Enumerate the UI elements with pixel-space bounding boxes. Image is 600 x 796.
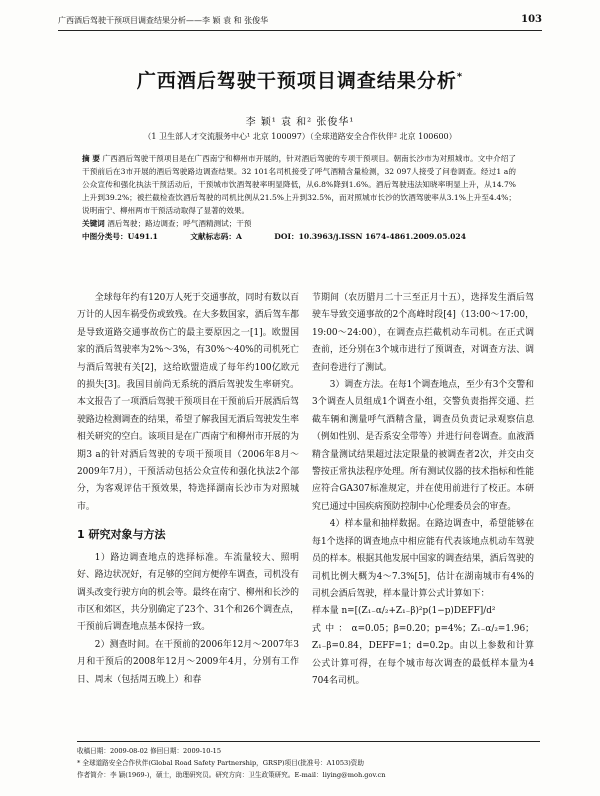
classification-line xyxy=(82,230,516,243)
keywords xyxy=(82,217,516,230)
article-title xyxy=(0,66,600,93)
running-header xyxy=(58,12,542,31)
formula-explanation: 式中：α=0.05；β=0.20；p=4%；Z₁₋α/₂=1.96；Z₁₋β=0.84，DEFF=1；d=0.2p。由以上参数和计算公式计算可得，在每个城市每次调查的最低样本量为4 704名司机。 xyxy=(312,623,534,686)
affiliation: （1 卫生部人才交流服务中心¹ 北京 100097）（全球道路安全合作伙伴² 北京 100600） xyxy=(143,132,457,141)
received-date: 收稿日期：2009-08-02 修回日期：2009-10-15 xyxy=(77,747,222,755)
footnotes xyxy=(77,741,540,781)
funding-note: * 全球道路安全合作伙伴(Global Road Safety Partnership，GRSP)项目(批准号：A1053)资助 xyxy=(77,759,364,767)
method-paragraph-2-continued: 节期间（农历腊月二十三至正月十五），选择发生酒后驾驶车导致交通事故的2个高峰时段[4]（13:00～17:00，19:00～24:00），在调查点拦截机动车司机。在正式调查前，还分别在3个城市进行了预调查，对调查方法、调查问卷进行了测试。 xyxy=(312,293,534,373)
abstract-block xyxy=(82,152,516,243)
document-code: 文献标志码：A xyxy=(190,232,242,241)
section-heading: 1 研究对象与方法 xyxy=(77,528,166,542)
method-paragraph-2: 2）测查时间。在干预前的2006年12月～2007年3月和干预后的2008年12月～2009年4月，分别有工作日、周末（包括周五晚上）和春 xyxy=(77,639,299,685)
keywords-text: 酒后驾驶；路边调查；呼气酒精测试；干预 xyxy=(107,219,252,228)
page-number: 103 xyxy=(521,14,542,25)
method-paragraph-3: 3）调查方法。在每1个调查地点，至少有3个交警和3个调查人员组成1个调查小组，交警负责指挥交通、拦截车辆和测量呼气酒精含量，调查员负责记录观察信息（例如性别、是否系安全带等）并进行问卷调查。血液酒精含量测试结果超过法定限量的被调查者2次，并交由交警按正常执法程序处理。所有测试仪器的技术指标和性能应符合GA307标准规定，并在使用前进行了校正。本研究已通过中国疾病预防控制中心伦理委员会的审查。 xyxy=(312,380,534,512)
intro-paragraph: 全球每年约有120万人死于交通事故，同时有数以百万计的人因车祸受伤或致残。在大多数国家，酒后驾车都是导致道路交通事故伤亡的最主要原因之一[1]。欧盟国家的酒后驾驶率为2%～3%，有30%～40%的司机死亡与酒后驾驶有关[2]，这给欧盟造成了每年约100亿欧元的损失[3]。我国目前尚无系统的酒后驾驶发生率研究。本文报告了一项酒后驾驶干预项目在干预前后开展酒后驾驶路边检测调查的结果，希望了解我国无酒后驾驶发生率相关研究的空白。该项目是在广西南宁和柳州市开展的为期3 a的针对酒后驾驶的专项干预项目（2006年8月～2009年7月），干预活动包括公众宣传和强化执法2个部分，为客观评估干预效果，特选择湖南长沙市为对照城市。 xyxy=(77,293,299,512)
author-list: 李 颖¹ 袁 和² 张俊华¹ xyxy=(245,117,355,128)
abstract-text: 广西酒后驾驶干预项目是在广西南宁和柳州市开展的，针对酒后驾驶的专项干预项目。朝南长沙市为对照城市。文中介绍了干预前后在3市开展的酒后驾驶路边调查结果。32 101名司机接受了呼气酒精含量检测，32 097人接受了问卷调查。经过1 a的公众宣传和强化执法干预活动后，干预城市饮酒驾驶率明显降低，从6.8%降到1.6%。酒后驾驶违法知晓率明显上升，从14.7%上升到39.2%；被拦截检查饮酒后驾驶的司机比例从21.5%上升到32.5%，而对照城市长沙的饮酒驾驶率从3.1%上升至4.4%；说明南宁、柳州两市干预活动取得了显著的效果。 xyxy=(82,154,516,215)
right-column xyxy=(312,290,534,690)
clc-code: 中图分类号：U491.1 xyxy=(82,232,158,241)
running-title: 广西酒后驾驶干预项目调查结果分析——李 颖 袁 和 张俊华 xyxy=(58,16,269,25)
method-paragraph-1: 1）路边调查地点的选择标准。车流量较大、照明好、路边状况好，有足够的空间方便停车调查，司机没有调头改变行驶方向的机会等。最终在南宁、柳州和长沙的市区和郊区，共分别确定了23个、31个和26个调查点，干预前后调查地点基本保持一致。 xyxy=(77,552,299,633)
abstract xyxy=(82,152,516,217)
abstract-label: 摘 要 xyxy=(82,154,101,163)
author-bio: 作者简介：李 颖(1969-)，硕士，助理研究员。研究方向：卫生政策研究。E-mail：liying@moh.gov.cn xyxy=(77,771,386,779)
method-paragraph-4: 4）样本量和抽样数据。在路边调查中，希望能够在每1个选择的调查地点中相应能有代表该地点机动车驾驶员的样本。根据其他发展中国家的调查结果，酒后驾驶的司机比例大概为4～7.3%[5]，估计在湖南城市有4%的司机会酒后驾驶，样本量计算公式计算如下： xyxy=(312,519,534,599)
left-column xyxy=(77,290,299,689)
keywords-label: 关键词 xyxy=(82,219,105,228)
doi: DOI：10.3963/j.ISSN 1674-4861.2009.05.024 xyxy=(274,232,466,241)
article-title-text: 广西酒后驾驶干预项目调查结果分析 xyxy=(136,70,457,92)
title-footnote-mark: * xyxy=(456,71,464,83)
sample-size-formula: 样本量 n=[(Z₁₋α/₂+Z₁₋β)²p(1−p)DEFF]/d² xyxy=(312,606,496,617)
